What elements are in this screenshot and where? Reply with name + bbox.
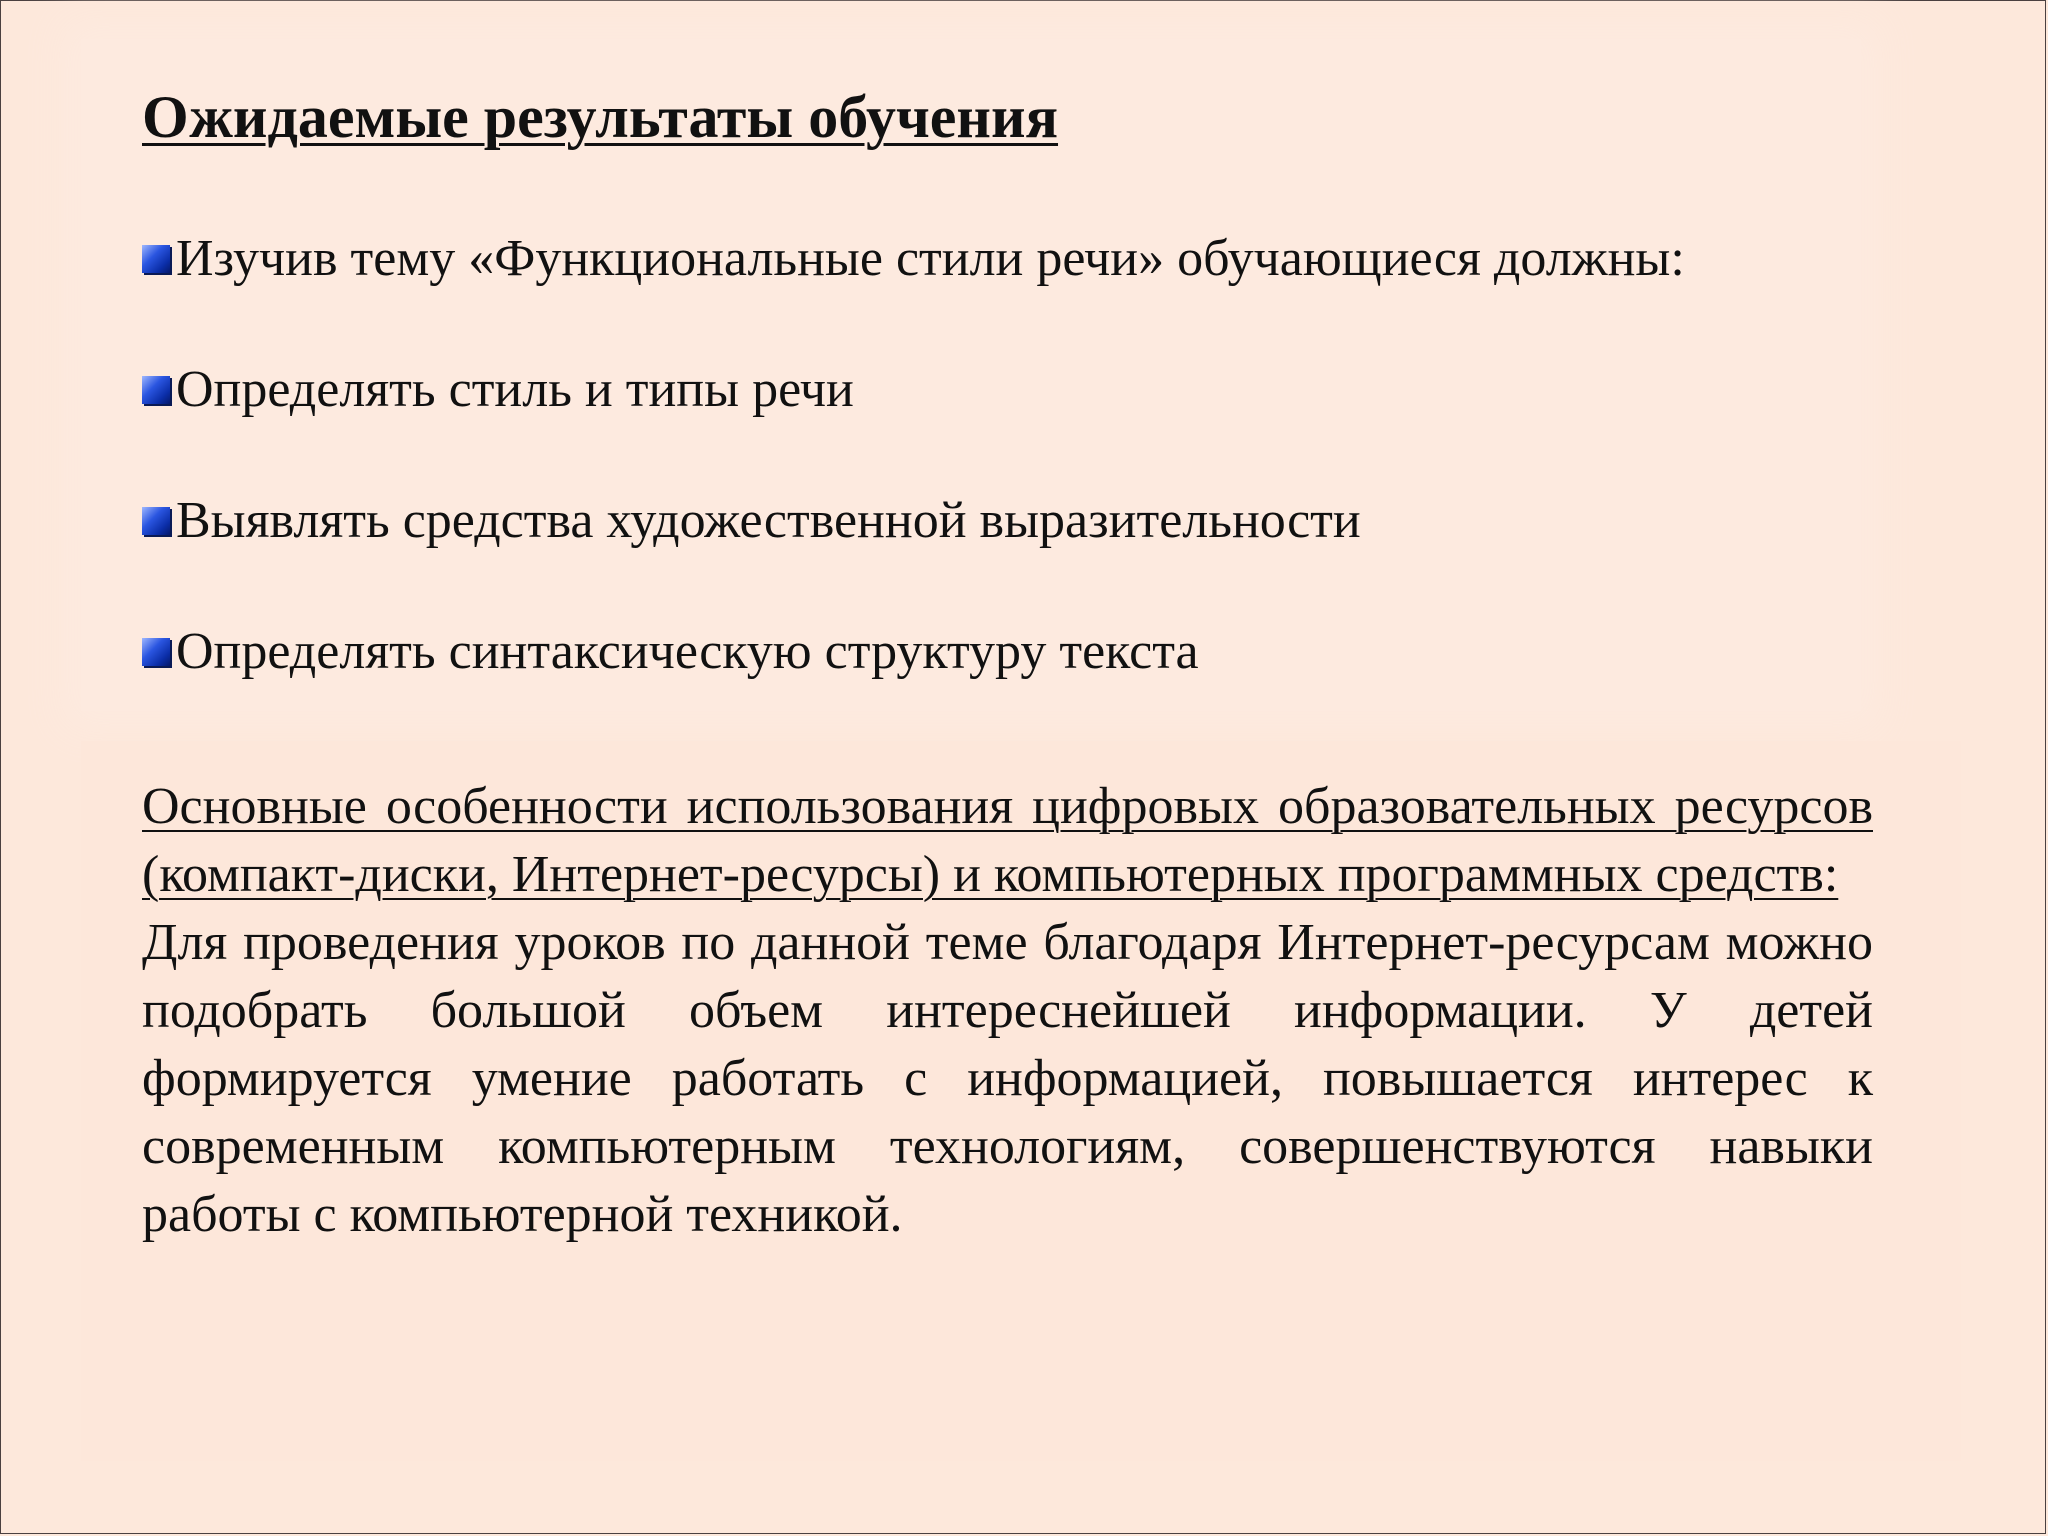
blue-square-bullet-icon: [142, 638, 170, 666]
bullet-item-1: [142, 215, 1685, 346]
section-heading: Основные особенности использования цифровых образовательных ресурсов (компакт-диски, Интернет-ресурсы) и компьютерных программных средств:: [142, 778, 1873, 903]
blue-square-bullet-icon: [142, 507, 170, 535]
slide-title: Ожидаемые результаты обучения: [142, 84, 1059, 150]
bullet-text: Изучив тему «Функциональные стили речи» обучающиеся должны:: [176, 229, 1685, 287]
blue-square-bullet-icon: [142, 376, 170, 404]
bullet-list: [142, 215, 1685, 739]
resources-section: [142, 773, 1873, 1249]
bullet-item-4: [142, 608, 1685, 739]
blue-square-bullet-icon: [142, 245, 170, 273]
bullet-item-3: [142, 477, 1685, 608]
bullet-item-2: [142, 346, 1685, 477]
section-body: Для проведения уроков по данной теме благодаря Интернет-ресурсам можно подобрать большой объем интереснейшей информации. У детей формируется умение работать с информацией, повышается интерес к современным компьютерным технологиям, совершенствуются навыки работы с компьютерной техникой.: [142, 914, 1873, 1243]
bullet-text: Выявлять средства художественной выразительности: [176, 491, 1361, 549]
bullet-text: Определять синтаксическую структуру текста: [176, 622, 1199, 680]
bullet-text: Определять стиль и типы речи: [176, 360, 854, 418]
